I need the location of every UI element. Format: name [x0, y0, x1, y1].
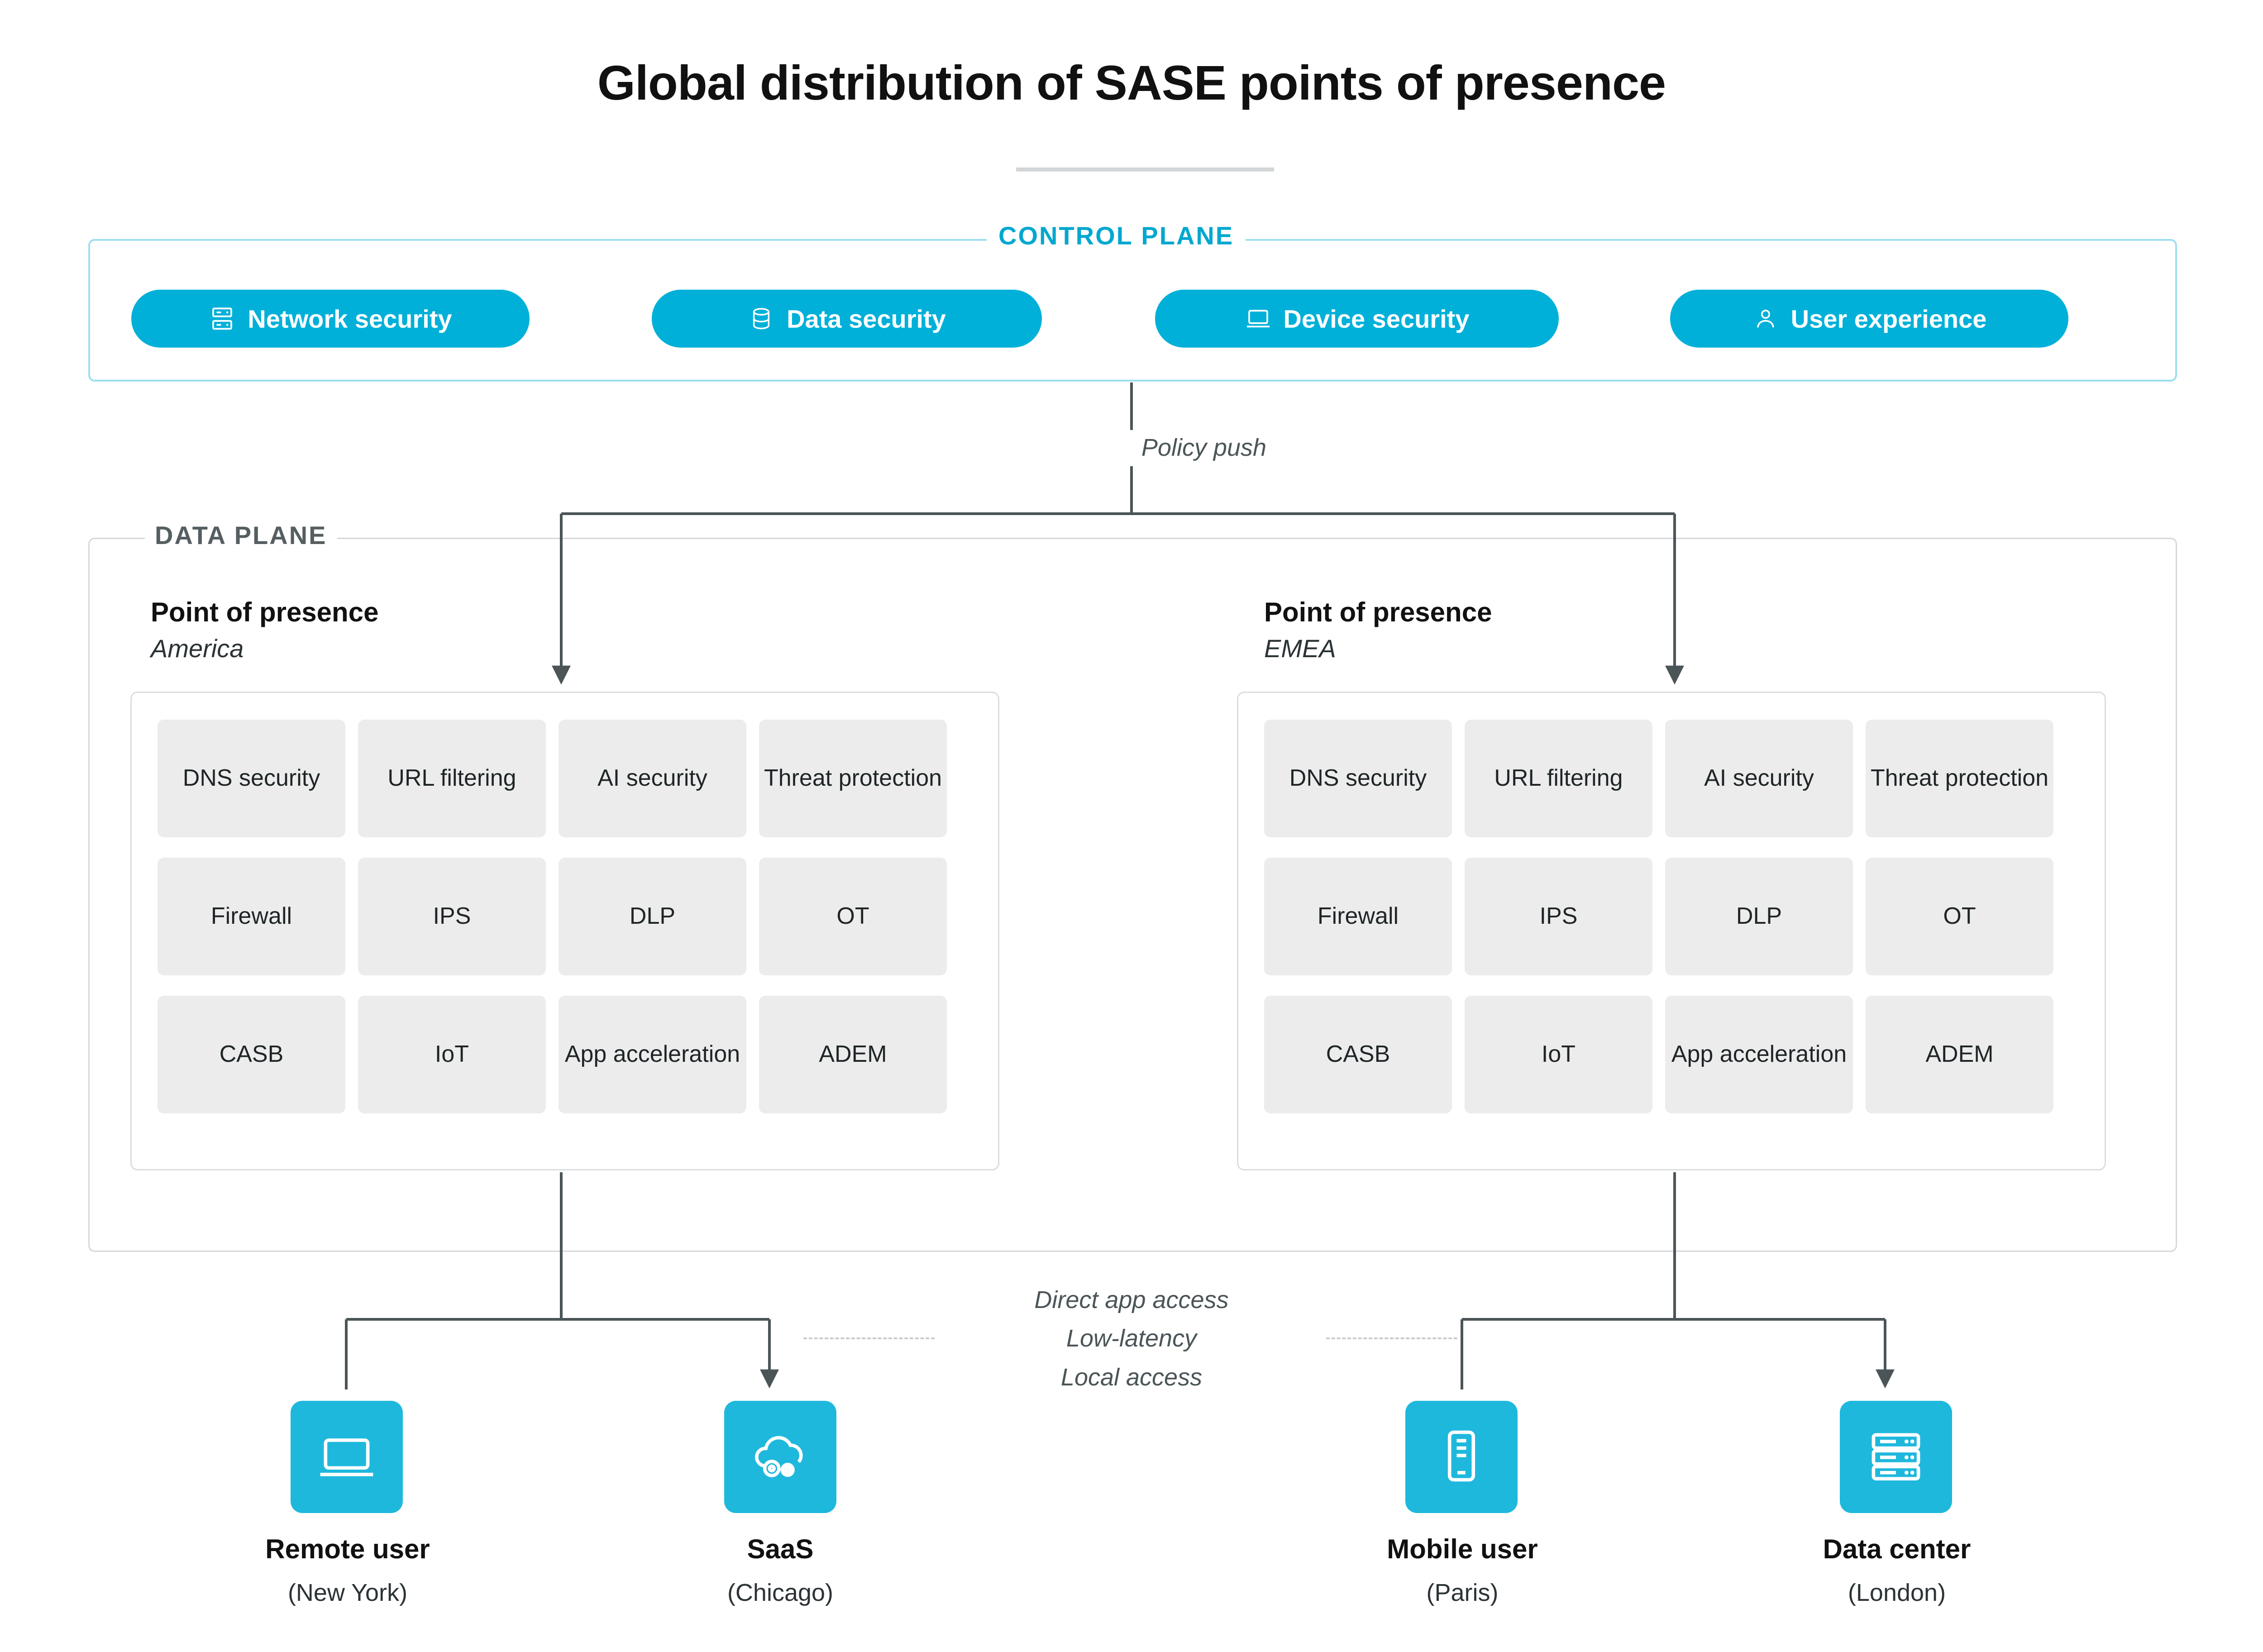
- endpoint-location-saas: (Chicago): [727, 1579, 834, 1606]
- note-direct-app-access: Direct app access: [1034, 1286, 1229, 1313]
- dashed-connector-left: [803, 1337, 935, 1339]
- note-local-access: Local access: [1060, 1363, 1203, 1391]
- endpoint-icon-saas[interactable]: [724, 1401, 836, 1513]
- pop-region-america: America: [151, 634, 244, 663]
- endpoint-label-data-center: Data center: [1823, 1534, 1971, 1564]
- page-title: Global distribution of SASE points of presence: [597, 55, 1666, 110]
- service-tile[interactable]: DLP: [559, 858, 746, 975]
- service-tile[interactable]: Firewall: [158, 858, 345, 975]
- service-tile[interactable]: CASB: [158, 996, 345, 1113]
- endpoint-location-remote-user: (New York): [287, 1579, 408, 1606]
- service-tile[interactable]: URL filtering: [358, 720, 546, 837]
- control-plane-label: CONTROL PLANE: [987, 221, 1246, 250]
- endpoint-icon-remote-user[interactable]: [291, 1401, 403, 1513]
- control-pill-user-experience[interactable]: [1670, 290, 2068, 348]
- pop-title-emea: Point of presence: [1264, 597, 1492, 627]
- user-icon: [1752, 305, 1779, 332]
- policy-push-label: Policy push: [1141, 434, 1267, 461]
- service-tile[interactable]: CASB: [1264, 996, 1452, 1113]
- control-pill-device-security[interactable]: [1155, 290, 1559, 348]
- service-tile[interactable]: Threat protection: [759, 720, 947, 837]
- service-tile[interactable]: Firewall: [1264, 858, 1452, 975]
- service-tile[interactable]: URL filtering: [1465, 720, 1652, 837]
- endpoint-icon-mobile-user[interactable]: [1405, 1401, 1518, 1513]
- service-tile[interactable]: App acceleration: [559, 996, 746, 1113]
- endpoint-location-mobile-user: (Paris): [1426, 1579, 1499, 1606]
- cloud-gears-icon: [746, 1422, 814, 1492]
- endpoint-icon-data-center[interactable]: [1840, 1401, 1952, 1513]
- pop-title-america: Point of presence: [151, 597, 379, 627]
- pop-region-emea: EMEA: [1264, 634, 1336, 663]
- service-tile[interactable]: OT: [759, 858, 947, 975]
- service-tile[interactable]: IPS: [1465, 858, 1652, 975]
- service-tile[interactable]: ADEM: [1866, 996, 2053, 1113]
- data-plane-label: DATA PLANE: [145, 520, 337, 550]
- control-pill-label: Network security: [248, 304, 452, 333]
- control-pill-label: Device security: [1283, 304, 1470, 333]
- service-tile[interactable]: DNS security: [1264, 720, 1452, 837]
- dashed-connector-right: [1326, 1337, 1457, 1339]
- note-low-latency: Low-latency: [1066, 1325, 1197, 1352]
- service-grid-emea: [1264, 720, 2079, 1113]
- control-pill-label: Data security: [787, 304, 946, 333]
- mobile-phone-icon: [1430, 1424, 1493, 1490]
- service-tile[interactable]: DNS security: [158, 720, 345, 837]
- server-rack-icon: [1864, 1424, 1928, 1490]
- service-tile[interactable]: DLP: [1665, 858, 1853, 975]
- middle-notes: [941, 1281, 1322, 1397]
- control-pill-label: User experience: [1790, 304, 1987, 333]
- service-tile[interactable]: App acceleration: [1665, 996, 1853, 1113]
- server-rack-icon: [209, 305, 236, 332]
- service-tile[interactable]: OT: [1866, 858, 2053, 975]
- service-tile[interactable]: IoT: [358, 996, 546, 1113]
- endpoint-label-remote-user: Remote user: [265, 1534, 430, 1564]
- endpoint-label-mobile-user: Mobile user: [1387, 1534, 1538, 1564]
- service-tile[interactable]: AI security: [559, 720, 746, 837]
- control-pill-data-security[interactable]: [652, 290, 1042, 348]
- laptop-icon: [315, 1424, 378, 1490]
- endpoint-location-data-center: (London): [1848, 1579, 1946, 1606]
- control-pill-network-security[interactable]: [131, 290, 530, 348]
- laptop-icon: [1245, 305, 1272, 332]
- database-icon: [748, 305, 775, 332]
- service-tile[interactable]: ADEM: [759, 996, 947, 1113]
- service-tile[interactable]: AI security: [1665, 720, 1853, 837]
- endpoint-label-saas: SaaS: [747, 1534, 814, 1564]
- service-grid-america: [158, 720, 972, 1113]
- service-tile[interactable]: IoT: [1465, 996, 1652, 1113]
- service-tile[interactable]: Threat protection: [1866, 720, 2053, 837]
- service-tile[interactable]: IPS: [358, 858, 546, 975]
- title-divider: [1016, 167, 1274, 172]
